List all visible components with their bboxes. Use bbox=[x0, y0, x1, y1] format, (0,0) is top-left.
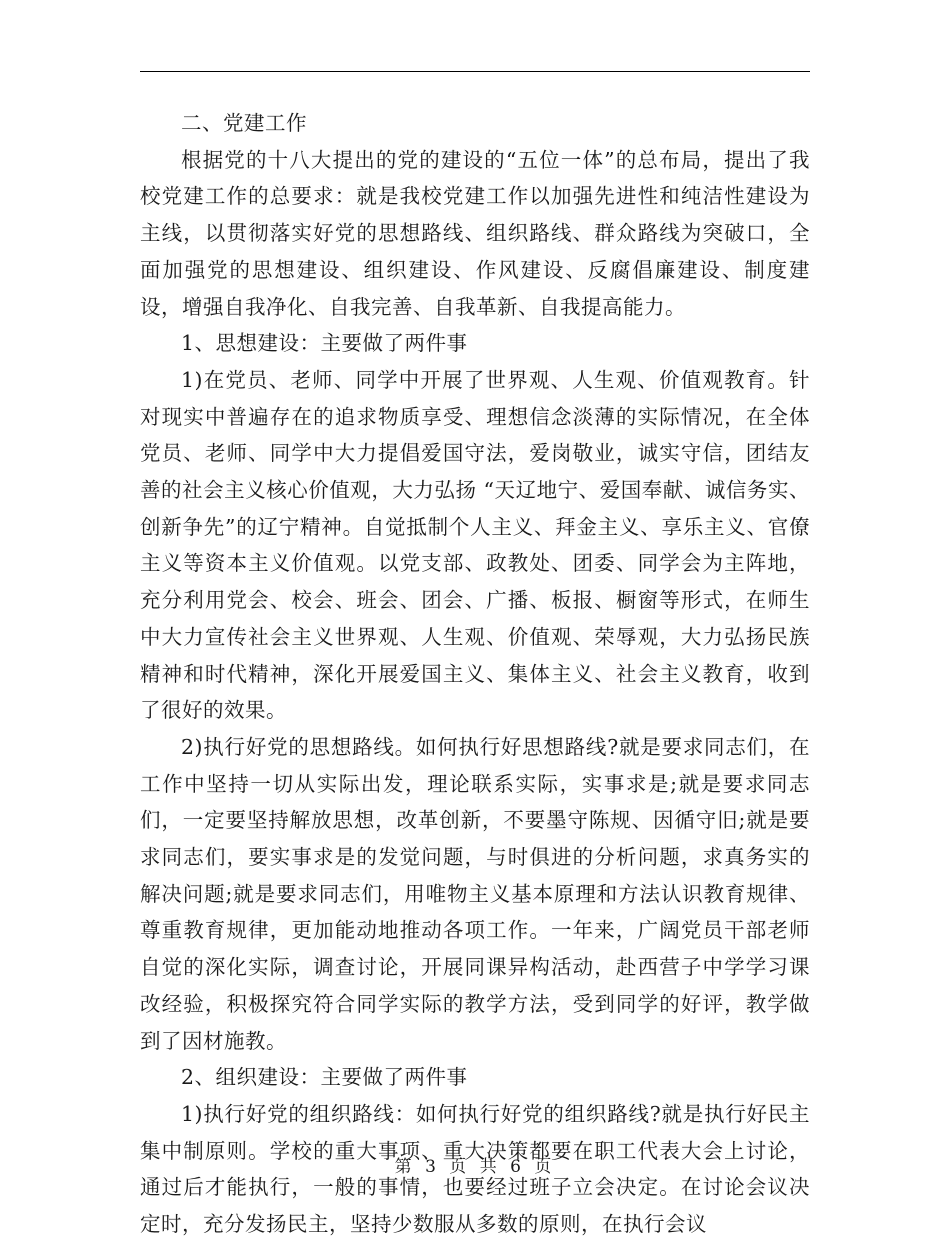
paragraph-values-education: 1)在党员、老师、同学中开展了世界观、人生观、价值观教育。针对现实中普遍存在的追求物质享受、理想信念淡薄的实际情况，在全体党员、老师、同学中大力提倡爱国守法，爱岗敬业，诚实守信，团结友善的社会主义核心价值观，大力弘扬 “天辽地宁、爱国奉献、诚信务实、创新争先”的辽宁精神。自觉抵制个人主义、拜金主义、享乐主义、官僚主义等资本主义价值观。以党支部、政教处、团委、同学会为主阵地，充分利用党会、校会、班会、团会、广播、板报、橱窗等形式，在师生中大力宣传社会主义世界观、人生观、价值观、荣辱观，大力弘扬民族精神和时代精神，深化开展爱国主义、集体主义、社会主义教育，收到了很好的效果。 bbox=[140, 367, 810, 723]
paragraph-organizational-line: 1)执行好党的组织路线：如何执行好党的组织路线?就是执行好民主集中制原则。学校的重大事项、重大决策都要在职工代表大会上讨论，通过后才能执行，一般的事情，也要经过班子立会决定。在讨论会议决定时，充分发扬民主，坚持少数服从多数的原则，在执行会议 bbox=[140, 1101, 810, 1237]
section-heading: 二、党建工作 bbox=[181, 111, 307, 135]
paragraph-intro: 根据党的十八大提出的党的建设的“五位一体”的总布局，提出了我校党建工作的总要求：就是我校党建工作以加强先进性和纯洁性建设为主线，以贯彻落实好党的思想路线、组织路线、群众路线为突破口，全面加强党的思想建设、组织建设、作风建设、反腐倡廉建设、制度建设，增强自我净化、自我完善、自我革新、自我提高能力。 bbox=[140, 147, 810, 319]
page-number-footer: 第 3 页 共 6 页 bbox=[394, 1157, 556, 1177]
subheading-organizational-building: 2、组织建设：主要做了两件事 bbox=[181, 1065, 468, 1090]
header-rule bbox=[140, 71, 810, 72]
document-body bbox=[140, 105, 810, 1243]
paragraph-ideological-line: 2)执行好党的思想路线。如何执行好思想路线?就是要求同志们，在工作中坚持一切从实际出发，理论联系实际，实事求是;就是要求同志们，一定要坚持解放思想，改革创新，不要墨守陈规、因循守旧;就是要求同志们，要实事求是的发觉问题，与时俱进的分析问题，求真务实的解决问题;就是要求同志们，用唯物主义基本原理和方法认识教育规律、尊重教育规律，更加能动地推动各项工作。一年来，广阔党员干部老师自觉的深化实际，调查讨论，开展同课异构活动，赴西营子中学学习课改经验，积极探究符合同学实际的教学方法，受到同学的好评，教学做到了因材施教。 bbox=[140, 734, 810, 1053]
subheading-ideological-building: 1、思想建设：主要做了两件事 bbox=[181, 331, 468, 356]
